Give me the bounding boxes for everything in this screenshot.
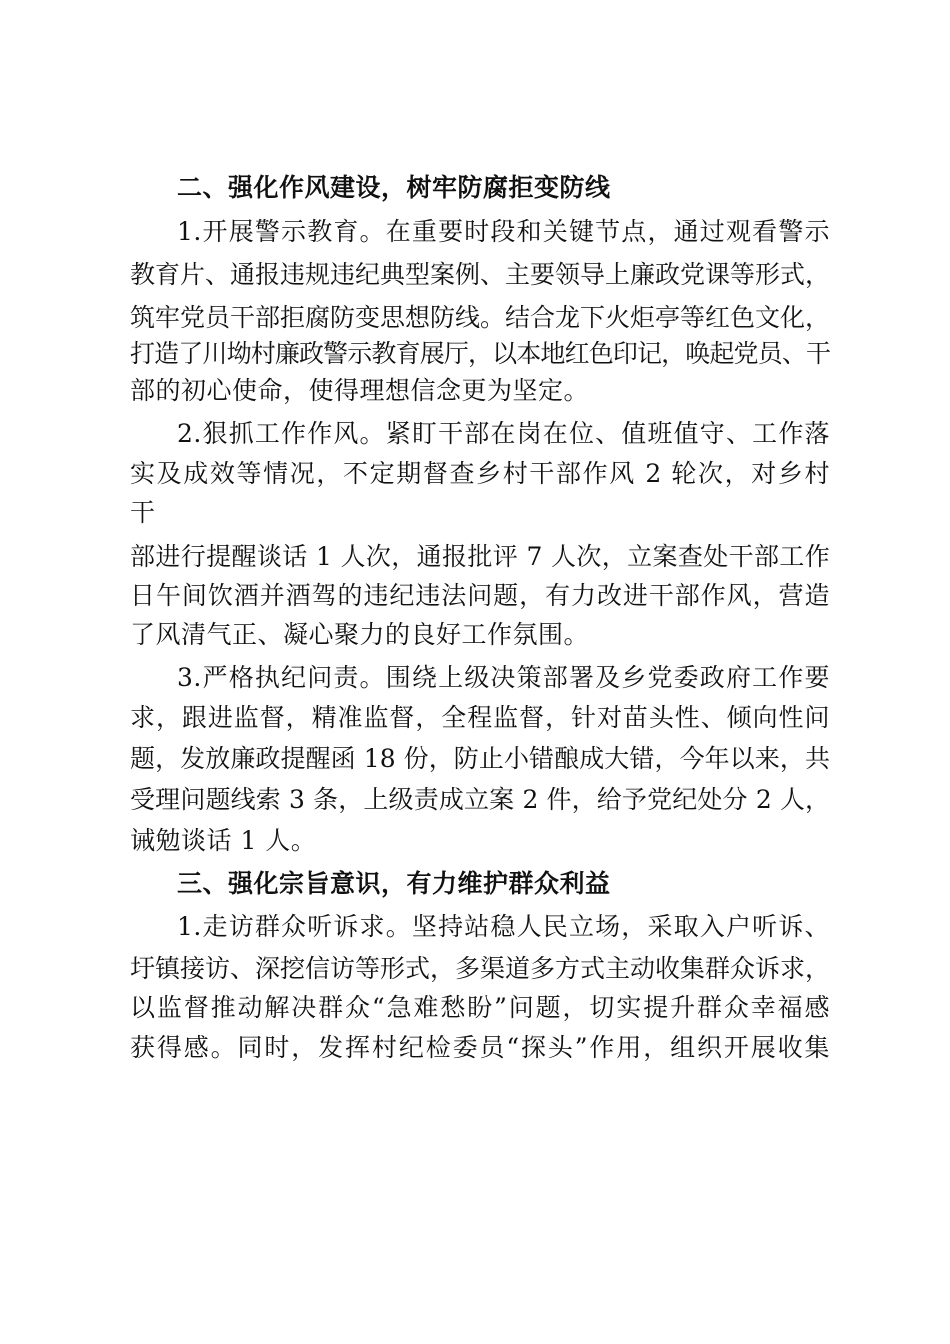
paragraph-line: 了风清气正、凝心聚力的良好工作氛围。 (130, 620, 590, 649)
paragraph-line: 圩镇接访、深挖信访等形式，多渠道多方式主动收集群众诉求， (130, 954, 831, 983)
paragraph-line: 1.开展警示教育。在重要时段和关键节点，通过观看警示 (177, 217, 830, 246)
paragraph-line: 部进行提醒谈话 1 人次，通报批评 7 人次，立案查处干部工作 (130, 542, 830, 571)
paragraph-line: 2.狠抓工作作风。紧盯干部在岗在位、值班值守、工作落 (177, 419, 830, 448)
paragraph-line: 以监督推动解决群众“急难愁盼”问题，切实提升群众幸福感 (130, 993, 830, 1022)
paragraph-line: 日午间饮酒并酒驾的违纪违法问题，有力改进干部作风，营造 (130, 581, 830, 610)
paragraph-line: 干 (130, 498, 156, 527)
paragraph-line: 实及成效等情况，不定期督查乡村干部作风 2 轮次，对乡村 (130, 459, 830, 488)
section-heading-two: 二、强化作风建设，树牢防腐拒变防线 (177, 173, 611, 202)
paragraph-line: 筑牢党员干部拒腐防变思想防线。结合龙下火炬亭等红色文化， (130, 303, 831, 332)
paragraph-line: 受理问题线索 3 条，上级责成立案 2 件，给予党纪处分 2 人， (130, 785, 830, 814)
paragraph-line: 题，发放廉政提醒函 18 份，防止小错酿成大错，今年以来，共 (130, 744, 830, 773)
paragraph-line: 3.严格执纪问责。围绕上级决策部署及乡党委政府工作要 (177, 663, 830, 692)
section-heading-three: 三、强化宗旨意识，有力维护群众利益 (177, 869, 611, 898)
paragraph-line: 诫勉谈话 1 人。 (130, 826, 317, 855)
paragraph-line: 求，跟进监督，精准监督，全程监督，针对苗头性、倾向性问 (130, 703, 830, 732)
paragraph-line: 1.走访群众听诉求。坚持站稳人民立场，采取入户听诉、 (177, 912, 830, 941)
paragraph-line: 获得感。同时，发挥村纪检委员“探头”作用，组织开展收集 (130, 1033, 830, 1062)
paragraph-line: 教育片、通报违规违纪典型案例、主要领导上廉政党课等形式， (130, 260, 831, 289)
paragraph-line: 打造了川坳村廉政警示教育展厅，以本地红色印记，唤起党员、干 (130, 339, 830, 368)
paragraph-line: 部的初心使命，使得理想信念更为坚定。 (130, 376, 590, 405)
